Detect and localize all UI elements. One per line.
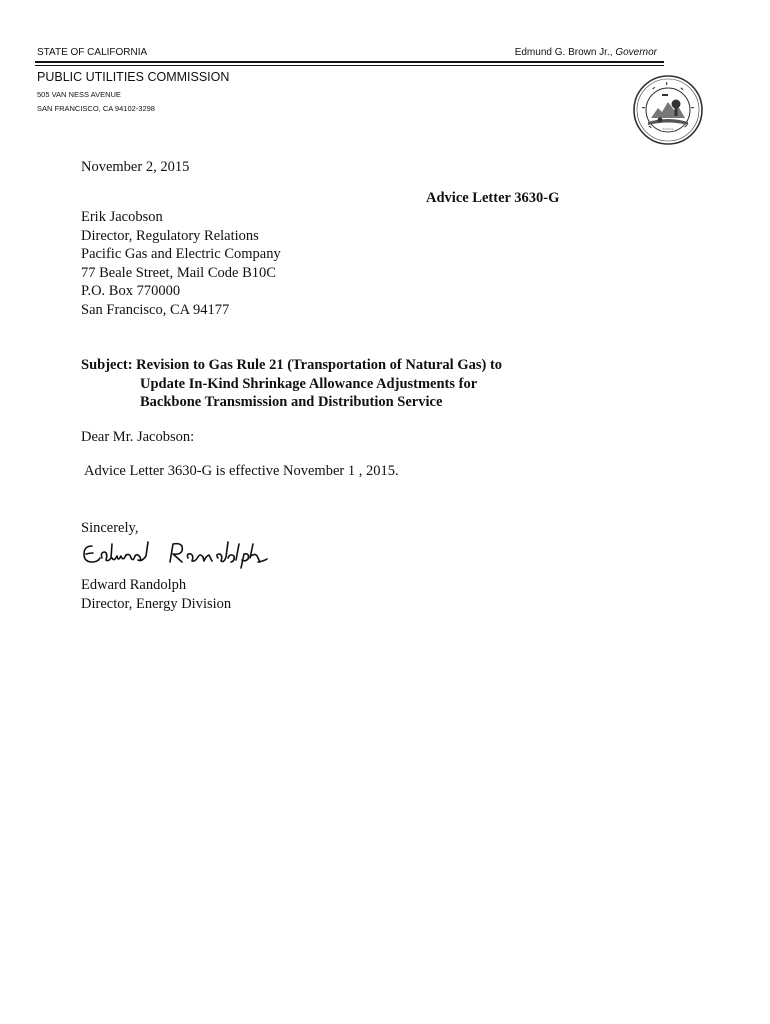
recipient-po-box: P.O. Box 770000 [81, 283, 181, 299]
recipient-title: Director, Regulatory Relations [81, 227, 259, 244]
header-rule-thick [35, 61, 664, 63]
subject-line-3: Backbone Transmission and Distribution Service [140, 394, 443, 410]
recipient-street: 77 Beale Street, Mail Code B10C [81, 264, 276, 281]
agency-address-line1: 505 VAN NESS AVENUE [37, 90, 121, 99]
governor-name: Edmund G. Brown Jr., [514, 47, 613, 58]
svg-text:~~~~: ~~~~ [662, 127, 674, 133]
letter-body: Advice Letter 3630-G is effective November 1 , 2015. [84, 463, 399, 479]
advice-letter-number: Advice Letter 3630-G [426, 190, 560, 206]
subject-line-2: Update In-Kind Shrinkage Allowance Adjustments for [140, 375, 478, 392]
governor-title: Governor [615, 47, 657, 58]
handwritten-signature [78, 536, 268, 572]
recipient-name: Erik Jacobson [81, 209, 163, 225]
letter-date: November 2, 2015 [81, 159, 190, 175]
subject-line-1: Subject: Revision to Gas Rule 21 (Transportation of Natural Gas) to [81, 357, 503, 373]
governor-line [515, 47, 657, 58]
agency-name: PUBLIC UTILITIES COMMISSION [37, 70, 230, 84]
recipient-city: San Francisco, CA 94177 [81, 301, 230, 318]
signer-block [81, 576, 231, 613]
header-rule-thin [35, 65, 664, 66]
recipient-address [81, 208, 281, 319]
subject-block [81, 356, 502, 412]
closing: Sincerely, [81, 520, 139, 536]
signer-title: Director, Energy Division [81, 595, 232, 612]
great-seal-of-california-icon [632, 74, 704, 146]
signer-name: Edward Randolph [81, 577, 187, 593]
agency-address-line2: SAN FRANCISCO, CA 94102-3298 [37, 104, 155, 113]
salutation: Dear Mr. Jacobson: [81, 429, 195, 445]
recipient-company: Pacific Gas and Electric Company [81, 246, 281, 262]
state-heading: STATE OF CALIFORNIA [37, 47, 148, 58]
